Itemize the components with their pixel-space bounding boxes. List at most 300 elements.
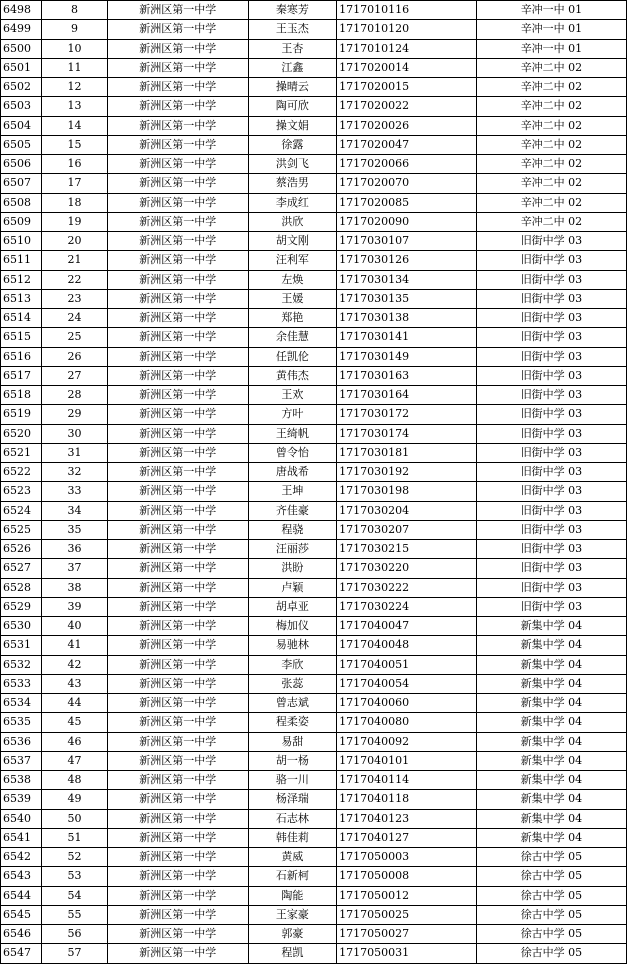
- exam-number-cell: 1717030172: [337, 405, 477, 424]
- exam-number-cell: 1717050003: [337, 848, 477, 867]
- row-id-cell: 6517: [1, 366, 42, 385]
- exam-number-cell: 1717030192: [337, 463, 477, 482]
- row-id-cell: 6523: [1, 482, 42, 501]
- seq-number-cell: 36: [42, 540, 108, 559]
- row-id-cell: 6507: [1, 174, 42, 193]
- school-cell: 新洲区第一中学: [107, 116, 248, 135]
- exam-number-cell: 1717030138: [337, 309, 477, 328]
- school-cell: 新洲区第一中学: [107, 636, 248, 655]
- exam-number-cell: 1717050008: [337, 867, 477, 886]
- seq-number-cell: 46: [42, 732, 108, 751]
- row-id-cell: 6520: [1, 424, 42, 443]
- table-row: [1, 328, 627, 347]
- row-id-cell: 6514: [1, 309, 42, 328]
- school-cell: 新洲区第一中学: [107, 270, 248, 289]
- exam-room-cell: 辛冲一中 01: [476, 39, 626, 58]
- table-row: [1, 251, 627, 270]
- table-row: [1, 713, 627, 732]
- exam-number-cell: 1717020066: [337, 155, 477, 174]
- exam-number-cell: 1717030135: [337, 289, 477, 308]
- exam-number-cell: 1717040123: [337, 809, 477, 828]
- table-row: [1, 674, 627, 693]
- school-cell: 新洲区第一中学: [107, 597, 248, 616]
- exam-room-cell: 辛冲二中 02: [476, 97, 626, 116]
- table-row: [1, 20, 627, 39]
- student-name-cell: 韩佳莉: [248, 828, 336, 847]
- exam-number-cell: 1717040047: [337, 617, 477, 636]
- student-name-cell: 郭豪: [248, 925, 336, 944]
- table-body: [1, 1, 627, 964]
- table-row: [1, 848, 627, 867]
- exam-room-cell: 旧街中学 03: [476, 482, 626, 501]
- exam-room-cell: 旧街中学 03: [476, 424, 626, 443]
- school-cell: 新洲区第一中学: [107, 771, 248, 790]
- exam-number-cell: 1717020085: [337, 193, 477, 212]
- student-name-cell: 左焕: [248, 270, 336, 289]
- seq-number-cell: 57: [42, 944, 108, 963]
- exam-room-cell: 新集中学 04: [476, 732, 626, 751]
- seq-number-cell: 31: [42, 443, 108, 462]
- row-id-cell: 6512: [1, 270, 42, 289]
- student-name-cell: 石新柯: [248, 867, 336, 886]
- school-cell: 新洲区第一中学: [107, 578, 248, 597]
- seq-number-cell: 54: [42, 886, 108, 905]
- exam-room-cell: 新集中学 04: [476, 713, 626, 732]
- school-cell: 新洲区第一中学: [107, 212, 248, 231]
- school-cell: 新洲区第一中学: [107, 886, 248, 905]
- exam-number-cell: 1717040060: [337, 694, 477, 713]
- exam-room-cell: 徐古中学 05: [476, 867, 626, 886]
- seq-number-cell: 15: [42, 135, 108, 154]
- row-id-cell: 6511: [1, 251, 42, 270]
- school-cell: 新洲区第一中学: [107, 520, 248, 539]
- exam-room-cell: 新集中学 04: [476, 809, 626, 828]
- exam-number-cell: 1717050025: [337, 905, 477, 924]
- table-row: [1, 97, 627, 116]
- exam-number-cell: 1717030163: [337, 366, 477, 385]
- seq-number-cell: 11: [42, 58, 108, 77]
- seq-number-cell: 9: [42, 20, 108, 39]
- school-cell: 新洲区第一中学: [107, 809, 248, 828]
- school-cell: 新洲区第一中学: [107, 713, 248, 732]
- exam-room-cell: 旧街中学 03: [476, 501, 626, 520]
- exam-room-cell: 新集中学 04: [476, 674, 626, 693]
- school-cell: 新洲区第一中学: [107, 674, 248, 693]
- student-name-cell: 徐露: [248, 135, 336, 154]
- student-name-cell: 汪利军: [248, 251, 336, 270]
- exam-room-cell: 辛冲一中 01: [476, 20, 626, 39]
- row-id-cell: 6530: [1, 617, 42, 636]
- exam-room-cell: 旧街中学 03: [476, 559, 626, 578]
- exam-room-cell: 旧街中学 03: [476, 463, 626, 482]
- student-name-cell: 梅加仪: [248, 617, 336, 636]
- exam-number-cell: 1717030141: [337, 328, 477, 347]
- table-row: [1, 212, 627, 231]
- exam-room-cell: 旧街中学 03: [476, 366, 626, 385]
- school-cell: 新洲区第一中学: [107, 97, 248, 116]
- exam-number-cell: 1717020015: [337, 78, 477, 97]
- row-id-cell: 6527: [1, 559, 42, 578]
- row-id-cell: 6499: [1, 20, 42, 39]
- exam-number-cell: 1717030107: [337, 232, 477, 251]
- exam-room-cell: 徐古中学 05: [476, 886, 626, 905]
- exam-room-cell: 新集中学 04: [476, 828, 626, 847]
- exam-number-cell: 1717030224: [337, 597, 477, 616]
- table-row: [1, 771, 627, 790]
- exam-number-cell: 1717040080: [337, 713, 477, 732]
- school-cell: 新洲区第一中学: [107, 347, 248, 366]
- student-name-cell: 卢颖: [248, 578, 336, 597]
- exam-number-cell: 1717020090: [337, 212, 477, 231]
- seq-number-cell: 10: [42, 39, 108, 58]
- exam-room-cell: 辛冲二中 02: [476, 78, 626, 97]
- seq-number-cell: 30: [42, 424, 108, 443]
- table-row: [1, 424, 627, 443]
- seq-number-cell: 39: [42, 597, 108, 616]
- seq-number-cell: 50: [42, 809, 108, 828]
- student-name-cell: 骆一川: [248, 771, 336, 790]
- exam-number-cell: 1717030204: [337, 501, 477, 520]
- row-id-cell: 6535: [1, 713, 42, 732]
- exam-number-cell: 1717030207: [337, 520, 477, 539]
- exam-number-cell: 1717030215: [337, 540, 477, 559]
- table-row: [1, 790, 627, 809]
- seq-number-cell: 49: [42, 790, 108, 809]
- row-id-cell: 6545: [1, 905, 42, 924]
- student-name-cell: 程柔姿: [248, 713, 336, 732]
- exam-room-cell: 徐古中学 05: [476, 944, 626, 963]
- school-cell: 新洲区第一中学: [107, 251, 248, 270]
- exam-room-cell: 辛冲二中 02: [476, 135, 626, 154]
- exam-number-cell: 1717010116: [337, 1, 477, 20]
- exam-number-cell: 1717030149: [337, 347, 477, 366]
- table-row: [1, 809, 627, 828]
- exam-number-cell: 1717020014: [337, 58, 477, 77]
- exam-number-cell: 1717030198: [337, 482, 477, 501]
- row-id-cell: 6500: [1, 39, 42, 58]
- row-id-cell: 6509: [1, 212, 42, 231]
- seq-number-cell: 43: [42, 674, 108, 693]
- exam-number-cell: 1717040051: [337, 655, 477, 674]
- school-cell: 新洲区第一中学: [107, 732, 248, 751]
- table-row: [1, 347, 627, 366]
- seq-number-cell: 56: [42, 925, 108, 944]
- row-id-cell: 6528: [1, 578, 42, 597]
- exam-room-cell: 旧街中学 03: [476, 289, 626, 308]
- student-name-cell: 洪剑飞: [248, 155, 336, 174]
- row-id-cell: 6516: [1, 347, 42, 366]
- student-name-cell: 李成红: [248, 193, 336, 212]
- table-row: [1, 732, 627, 751]
- exam-room-cell: 新集中学 04: [476, 790, 626, 809]
- student-name-cell: 洪盼: [248, 559, 336, 578]
- student-name-cell: 操文娟: [248, 116, 336, 135]
- exam-room-cell: 新集中学 04: [476, 636, 626, 655]
- student-name-cell: 胡文刚: [248, 232, 336, 251]
- school-cell: 新洲区第一中学: [107, 58, 248, 77]
- student-name-cell: 程骁: [248, 520, 336, 539]
- student-name-cell: 曾志斌: [248, 694, 336, 713]
- row-id-cell: 6498: [1, 1, 42, 20]
- table-row: [1, 944, 627, 963]
- row-id-cell: 6544: [1, 886, 42, 905]
- school-cell: 新洲区第一中学: [107, 309, 248, 328]
- table-row: [1, 78, 627, 97]
- seq-number-cell: 32: [42, 463, 108, 482]
- seq-number-cell: 53: [42, 867, 108, 886]
- table-row: [1, 1, 627, 20]
- table-row: [1, 925, 627, 944]
- row-id-cell: 6519: [1, 405, 42, 424]
- school-cell: 新洲区第一中学: [107, 366, 248, 385]
- table-row: [1, 174, 627, 193]
- school-cell: 新洲区第一中学: [107, 925, 248, 944]
- exam-room-cell: 旧街中学 03: [476, 232, 626, 251]
- exam-room-cell: 辛冲一中 01: [476, 1, 626, 20]
- table-row: [1, 386, 627, 405]
- student-name-cell: 秦寒芳: [248, 1, 336, 20]
- student-name-cell: 黄伟杰: [248, 366, 336, 385]
- table-row: [1, 694, 627, 713]
- table-row: [1, 193, 627, 212]
- school-cell: 新洲区第一中学: [107, 155, 248, 174]
- row-id-cell: 6532: [1, 655, 42, 674]
- student-name-cell: 杨泽瑞: [248, 790, 336, 809]
- school-cell: 新洲区第一中学: [107, 232, 248, 251]
- student-name-cell: 王玉杰: [248, 20, 336, 39]
- exam-number-cell: 1717030164: [337, 386, 477, 405]
- student-name-cell: 程凯: [248, 944, 336, 963]
- table-row: [1, 905, 627, 924]
- row-id-cell: 6536: [1, 732, 42, 751]
- row-id-cell: 6504: [1, 116, 42, 135]
- student-name-cell: 郑艳: [248, 309, 336, 328]
- school-cell: 新洲区第一中学: [107, 39, 248, 58]
- seq-number-cell: 52: [42, 848, 108, 867]
- row-id-cell: 6501: [1, 58, 42, 77]
- exam-room-cell: 旧街中学 03: [476, 443, 626, 462]
- table-row: [1, 405, 627, 424]
- student-name-cell: 任凯伦: [248, 347, 336, 366]
- table-row: [1, 617, 627, 636]
- exam-number-cell: 1717030126: [337, 251, 477, 270]
- seq-number-cell: 40: [42, 617, 108, 636]
- table-row: [1, 501, 627, 520]
- seq-number-cell: 23: [42, 289, 108, 308]
- row-id-cell: 6541: [1, 828, 42, 847]
- exam-room-cell: 旧街中学 03: [476, 520, 626, 539]
- seq-number-cell: 35: [42, 520, 108, 539]
- seq-number-cell: 21: [42, 251, 108, 270]
- exam-room-cell: 辛冲二中 02: [476, 155, 626, 174]
- seq-number-cell: 16: [42, 155, 108, 174]
- student-name-cell: 王欢: [248, 386, 336, 405]
- exam-room-cell: 辛冲二中 02: [476, 193, 626, 212]
- exam-room-cell: 旧街中学 03: [476, 578, 626, 597]
- student-name-cell: 李欣: [248, 655, 336, 674]
- exam-room-cell: 旧街中学 03: [476, 386, 626, 405]
- table-row: [1, 270, 627, 289]
- student-name-cell: 胡卓亚: [248, 597, 336, 616]
- seq-number-cell: 42: [42, 655, 108, 674]
- table-row: [1, 232, 627, 251]
- table-row: [1, 443, 627, 462]
- seq-number-cell: 34: [42, 501, 108, 520]
- exam-number-cell: 1717020047: [337, 135, 477, 154]
- exam-number-cell: 1717040101: [337, 751, 477, 770]
- student-name-cell: 余佳慧: [248, 328, 336, 347]
- student-name-cell: 方叶: [248, 405, 336, 424]
- school-cell: 新洲区第一中学: [107, 848, 248, 867]
- exam-number-cell: 1717050012: [337, 886, 477, 905]
- student-name-cell: 江鑫: [248, 58, 336, 77]
- school-cell: 新洲区第一中学: [107, 405, 248, 424]
- seq-number-cell: 37: [42, 559, 108, 578]
- exam-number-cell: 1717030222: [337, 578, 477, 597]
- student-name-cell: 汪丽莎: [248, 540, 336, 559]
- seq-number-cell: 18: [42, 193, 108, 212]
- exam-room-cell: 旧街中学 03: [476, 597, 626, 616]
- seq-number-cell: 45: [42, 713, 108, 732]
- table-row: [1, 135, 627, 154]
- student-name-cell: 王媛: [248, 289, 336, 308]
- row-id-cell: 6522: [1, 463, 42, 482]
- exam-number-cell: 1717010120: [337, 20, 477, 39]
- row-id-cell: 6502: [1, 78, 42, 97]
- row-id-cell: 6510: [1, 232, 42, 251]
- school-cell: 新洲区第一中学: [107, 78, 248, 97]
- row-id-cell: 6526: [1, 540, 42, 559]
- exam-number-cell: 1717030220: [337, 559, 477, 578]
- seq-number-cell: 12: [42, 78, 108, 97]
- school-cell: 新洲区第一中学: [107, 867, 248, 886]
- table-row: [1, 58, 627, 77]
- exam-number-cell: 1717040114: [337, 771, 477, 790]
- student-name-cell: 易甜: [248, 732, 336, 751]
- seq-number-cell: 8: [42, 1, 108, 20]
- student-name-cell: 易驰林: [248, 636, 336, 655]
- row-id-cell: 6503: [1, 97, 42, 116]
- seq-number-cell: 19: [42, 212, 108, 231]
- student-name-cell: 胡一杨: [248, 751, 336, 770]
- seq-number-cell: 17: [42, 174, 108, 193]
- row-id-cell: 6505: [1, 135, 42, 154]
- seq-number-cell: 27: [42, 366, 108, 385]
- seq-number-cell: 33: [42, 482, 108, 501]
- table-row: [1, 828, 627, 847]
- table-row: [1, 309, 627, 328]
- table-row: [1, 597, 627, 616]
- student-name-cell: 洪欣: [248, 212, 336, 231]
- seq-number-cell: 29: [42, 405, 108, 424]
- table-row: [1, 559, 627, 578]
- seq-number-cell: 38: [42, 578, 108, 597]
- table-row: [1, 867, 627, 886]
- row-id-cell: 6531: [1, 636, 42, 655]
- seq-number-cell: 25: [42, 328, 108, 347]
- seq-number-cell: 28: [42, 386, 108, 405]
- table-row: [1, 289, 627, 308]
- student-name-cell: 唐战希: [248, 463, 336, 482]
- exam-room-cell: 新集中学 04: [476, 751, 626, 770]
- table-row: [1, 578, 627, 597]
- exam-room-cell: 徐古中学 05: [476, 925, 626, 944]
- school-cell: 新洲区第一中学: [107, 328, 248, 347]
- school-cell: 新洲区第一中学: [107, 1, 248, 20]
- table-row: [1, 655, 627, 674]
- row-id-cell: 6529: [1, 597, 42, 616]
- row-id-cell: 6525: [1, 520, 42, 539]
- table-row: [1, 116, 627, 135]
- seq-number-cell: 51: [42, 828, 108, 847]
- row-id-cell: 6533: [1, 674, 42, 693]
- school-cell: 新洲区第一中学: [107, 443, 248, 462]
- exam-room-cell: 新集中学 04: [476, 694, 626, 713]
- school-cell: 新洲区第一中学: [107, 463, 248, 482]
- row-id-cell: 6538: [1, 771, 42, 790]
- row-id-cell: 6540: [1, 809, 42, 828]
- school-cell: 新洲区第一中学: [107, 828, 248, 847]
- exam-number-cell: 1717020070: [337, 174, 477, 193]
- exam-room-cell: 旧街中学 03: [476, 309, 626, 328]
- seq-number-cell: 24: [42, 309, 108, 328]
- exam-number-cell: 1717030174: [337, 424, 477, 443]
- table-row: [1, 366, 627, 385]
- row-id-cell: 6508: [1, 193, 42, 212]
- row-id-cell: 6513: [1, 289, 42, 308]
- table-row: [1, 463, 627, 482]
- student-name-cell: 齐佳豪: [248, 501, 336, 520]
- exam-number-cell: 1717050031: [337, 944, 477, 963]
- student-name-cell: 王杏: [248, 39, 336, 58]
- student-name-cell: 黄威: [248, 848, 336, 867]
- school-cell: 新洲区第一中学: [107, 501, 248, 520]
- exam-room-cell: 旧街中学 03: [476, 270, 626, 289]
- seq-number-cell: 20: [42, 232, 108, 251]
- row-id-cell: 6537: [1, 751, 42, 770]
- seq-number-cell: 22: [42, 270, 108, 289]
- row-id-cell: 6515: [1, 328, 42, 347]
- table-row: [1, 39, 627, 58]
- seq-number-cell: 48: [42, 771, 108, 790]
- exam-room-cell: 旧街中学 03: [476, 405, 626, 424]
- student-name-cell: 陶可欣: [248, 97, 336, 116]
- exam-number-cell: 1717020022: [337, 97, 477, 116]
- student-name-cell: 张蕊: [248, 674, 336, 693]
- table-row: [1, 886, 627, 905]
- exam-room-cell: 旧街中学 03: [476, 328, 626, 347]
- row-id-cell: 6539: [1, 790, 42, 809]
- exam-number-cell: 1717020026: [337, 116, 477, 135]
- exam-room-cell: 徐古中学 05: [476, 905, 626, 924]
- row-id-cell: 6543: [1, 867, 42, 886]
- school-cell: 新洲区第一中学: [107, 559, 248, 578]
- student-name-cell: 蔡浩男: [248, 174, 336, 193]
- exam-room-cell: 新集中学 04: [476, 617, 626, 636]
- exam-room-cell: 新集中学 04: [476, 771, 626, 790]
- table-row: [1, 520, 627, 539]
- student-name-cell: 陶能: [248, 886, 336, 905]
- school-cell: 新洲区第一中学: [107, 174, 248, 193]
- exam-number-cell: 1717040048: [337, 636, 477, 655]
- seq-number-cell: 14: [42, 116, 108, 135]
- row-id-cell: 6521: [1, 443, 42, 462]
- exam-room-cell: 辛冲二中 02: [476, 58, 626, 77]
- table-row: [1, 482, 627, 501]
- exam-room-cell: 辛冲二中 02: [476, 174, 626, 193]
- student-name-cell: 石志林: [248, 809, 336, 828]
- student-name-cell: 王家豪: [248, 905, 336, 924]
